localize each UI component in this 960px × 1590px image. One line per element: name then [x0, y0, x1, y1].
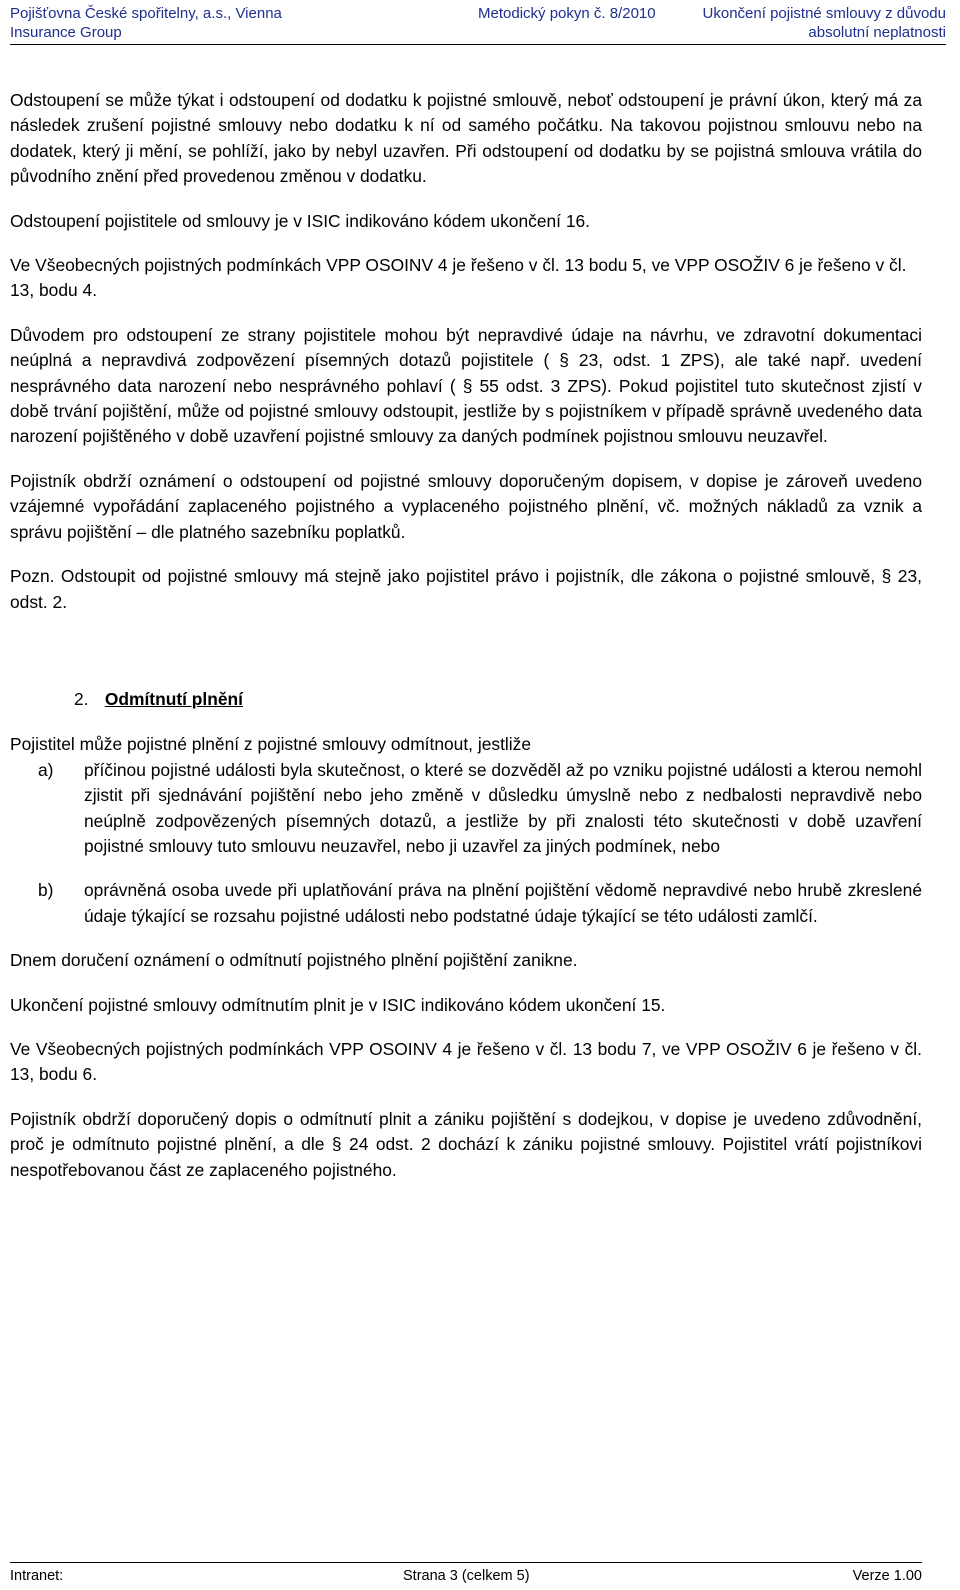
text-segment: 23, odst. 1 ZPS), ale také např. uvedení nesprávného data narození nebo nesprávného pohlaví (	[10, 350, 922, 396]
paragraph-reasons-for-withdrawal	[10, 323, 922, 450]
section-symbol: §	[881, 566, 892, 587]
paragraph-vpp-reference: Ve Všeobecných pojistných podmínkách VPP OSOINV 4 je řešeno v čl. 13 bodu 5, ve VPP OSOŽIV 6 je řešeno v čl. 13, bodu 4.	[10, 255, 907, 301]
section-symbol: §	[462, 375, 473, 396]
header-topic	[703, 4, 946, 42]
footer-intranet: Intranet:	[10, 1568, 64, 1584]
paragraph-isic-code-16: Odstoupení pojistitele od smlouvy je v ISIC indikováno kódem ukončení 16.	[10, 210, 591, 231]
header-company	[10, 4, 282, 42]
text-segment: Důvodem pro odstoupení ze strany pojistitele mohou být nepravdivé údaje na návrhu, ve zdravotní dokumentaci neúplná a nepravdivá zodpovězení písemných dotazů pojistitele (	[10, 324, 922, 371]
header-company-line2: Insurance Group	[10, 24, 122, 41]
header-company-line1: Pojišťovna České spořitelny, a.s., Vienna	[10, 5, 282, 22]
header-topic-line2: absolutní neplatnosti	[808, 24, 946, 41]
text-segment: 24 odst. 2 dochází k zániku pojistné smlouvy. Pojistitel vrátí pojistníkovi nespotřebovanou část ze zaplaceného pojistného.	[10, 1134, 922, 1180]
paragraph-isic-code-15: Ukončení pojistné smlouvy odmítnutím plnit je v ISIC indikováno kódem ukončení 15.	[10, 994, 666, 1015]
footer-version: Verze 1.00	[852, 1568, 922, 1584]
paragraph-refusal-intro: Pojistitel může pojistné plnění z pojistné smlouvy odmítnout, jestliže	[10, 734, 532, 755]
header-document-id: Metodický pokyn č. 8/2010	[478, 5, 656, 22]
list-marker-b: b)	[38, 880, 54, 901]
paragraph-note	[10, 564, 922, 615]
list-item-b-text: oprávněná osoba uvede při uplatňování práva na plnění pojištění vědomě nepravdivé nebo hrubě zkreslené údaje týkající se rozsahu pojistné události nebo podstatné údaje týkající se této události zamlčí.	[84, 880, 922, 926]
text-segment: 23, odst. 2.	[10, 566, 922, 612]
list-item-b	[10, 878, 922, 929]
paragraph-notice-to-policyholder: Pojistník obdrží oznámení o odstoupení od pojistné smlouvy doporučeným dopisem, v dopise je zároveň uvedeno vzájemné vypořádání zaplaceného pojistného a vyplaceného pojistného plnění, vč. možných nákladů za vznik a správu pojištění – dle platného sazebníku poplatků.	[10, 470, 922, 542]
paragraph-refusal-letter	[10, 1107, 922, 1183]
paragraph-termination-date: Dnem doručení oznámení o odmítnutí pojistného plnění pojištění zanikne.	[10, 950, 578, 971]
paragraph-vpp-reference-2: Ve Všeobecných pojistných podmínkách VPP OSOINV 4 je řešeno v čl. 13 bodu 7, ve VPP OSOŽIV 6 je řešeno v čl. 13, bodu 6.	[10, 1038, 922, 1085]
list-marker-a: a)	[38, 759, 54, 780]
text-segment: Pojistník obdrží doporučený dopis o odmítnutí plnit a zániku pojištění s dodejkou, v dopise je uvedeno zdůvodnění, proč je odmítnuto pojistné plnění, a dle	[10, 1108, 922, 1155]
section-symbol: §	[559, 350, 569, 371]
section-title: Odmítnutí plnění	[104, 688, 243, 709]
list-item-a	[10, 758, 922, 860]
page-header	[10, 4, 946, 45]
text-segment: Pozn. Odstoupit od pojistné smlouvy má stejně jako pojistitel právo i pojistník, dle zákona o pojistné smlouvě,	[10, 566, 876, 587]
header-topic-line1: Ukončení pojistné smlouvy z důvodu	[702, 5, 946, 22]
footer-page-number: Strana 3 (celkem 5)	[403, 1568, 530, 1584]
list-item-a-text: příčinou pojistné události byla skutečnost, o které se dozvěděl až po vzniku pojistné události a kterou nemohl zjistit při sjednávání pojištění nebo jeho změně v důsledku úmyslně nebo z nedbalosti nepravdivě nebo neúplně zodpovězených písemných dotazů, a jestliže by při znalosti této skutečnosti v době uzavření pojistné smlouvy tuto smlouvu neuzavřel, nebo ji uzavřel za jiných podmínek, nebo	[84, 759, 922, 856]
document-body	[10, 88, 922, 1183]
page-footer	[10, 1562, 922, 1587]
text-segment: 55 odst. 3 ZPS). Pokud pojistitel tuto skutečnost zjistí v době trvání pojištění, může od pojistné smlouvy odstoupit, jestliže by s pojistníkem v případě správně uvedeného data narození pojištěného v době uzavření pojistné smlouvy za daných podmínek pojistnou smlouvu neuzavřel.	[10, 375, 922, 447]
section-number: 2.	[74, 688, 89, 709]
section-heading	[10, 687, 922, 712]
paragraph-withdrawal-addendum: Odstoupení se může týkat i odstoupení od dodatku k pojistné smlouvě, neboť odstoupení je právní úkon, který má za následek zrušení pojistné smlouvy nebo dodatku k ní od samého počátku. Na takovou pojistnou smlouvu nebo na dodatek, který ji mění, se pohlíží, jako by nebyl uzavřen. Při odstoupení od dodatku by se pojistná smlouva vrátila do původního znění před provedenou změnou v dodatku.	[10, 90, 922, 187]
section-symbol: §	[331, 1134, 342, 1155]
